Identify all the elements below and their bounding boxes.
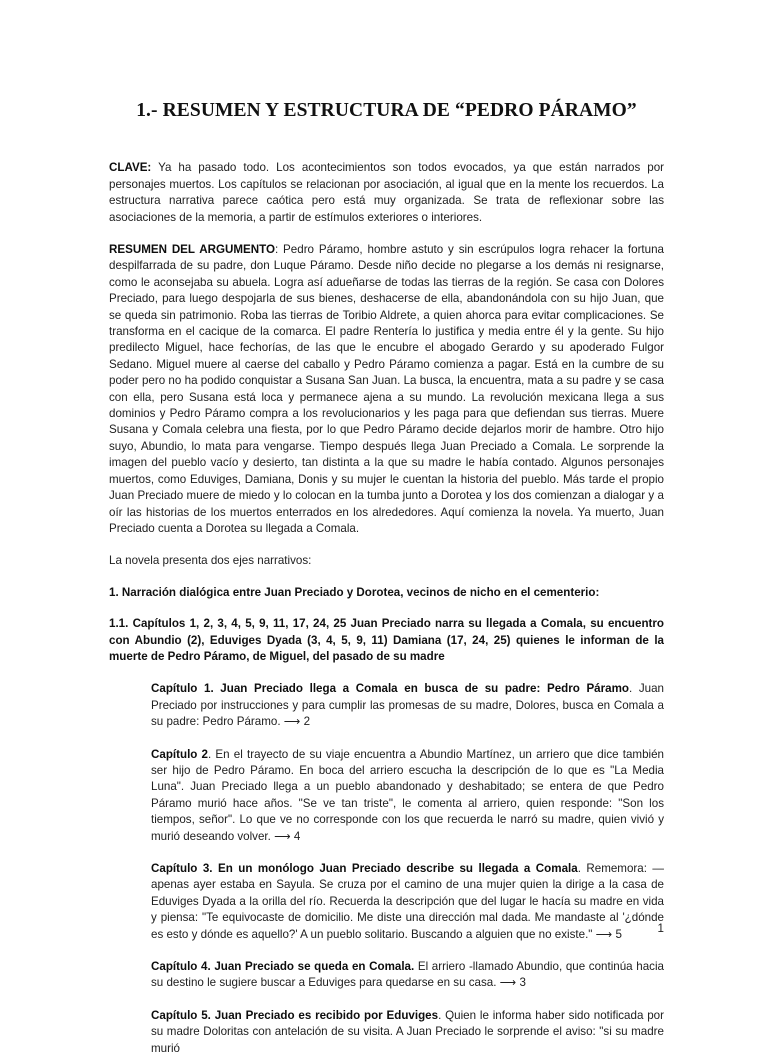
heading-eje-1: 1. Narración dialógica entre Juan Preciado y Dorotea, vecinos de nicho en el cementerio:: [109, 585, 600, 599]
spacer: [109, 537, 664, 553]
spacer: [109, 601, 664, 616]
page-title: 1.- RESUMEN Y ESTRUCTURA DE “PEDRO PÁRAMO”: [136, 100, 637, 121]
spacer: [109, 226, 664, 242]
paragraph-clave: [109, 160, 664, 226]
spacer: [109, 570, 664, 585]
chapter-title: Capítulo 4. Juan Preciado se queda en Comala.: [151, 960, 415, 974]
document-content: [109, 0, 664, 1057]
list-item: [151, 1008, 664, 1057]
list-item: [151, 747, 664, 845]
intro-ejes-line: La novela presenta dos ejes narrativos:: [109, 554, 312, 568]
spacer: [109, 665, 664, 681]
chapter-title: Capítulo 2: [151, 747, 209, 761]
resumen-lead: RESUMEN DEL ARGUMENTO: [109, 243, 275, 257]
chapter-title: Capítulo 5. Juan Preciado es recibido por Eduviges: [151, 1008, 439, 1022]
chapter-title: Capítulo 3. En un monólogo Juan Preciado describe su llegada a Comala: [151, 862, 578, 876]
paragraph-resumen: [109, 242, 664, 537]
chapter-body: El arriero -llamado Abundio, que continúa hacia su destino le sugiere buscar a Eduviges para quedarse en su casa. ⟶ 3: [151, 960, 664, 990]
chapter-body: . En el trayecto de su viaje encuentra a Abundio Martínez, un arriero que dice también ser hijo de Pedro Páramo. En boca del arriero escucha la descripción de lo que es "La Media Luna". Juan Preciado llega a un pueblo abandonado y deshabitado; se entera de que Pedro Páramo murió hace años. "Se ve tan triste", le comenta al arriero, quien responde: "Son los tiempos, señor". Lo que ve no corresponde con los que recuerda le narró su madre, quien vivió y murió deseando volver. ⟶ 4: [151, 747, 665, 843]
clave-body: Ya ha pasado todo. Los acontecimientos son todos evocados, ya que están narrados por personajes muertos. Los capítulos se relacionan por asociación, al igual que en la mente los recuerdos. La estructura narrativa parece caótica pero está muy organizada. Se trata de reflexionar sobre las asociaciones de la memoria, a partir de estímulos exteriores o interiores.: [109, 161, 664, 224]
list-item: [151, 959, 664, 992]
chapter-body: . Quien le informa haber sido notificada por su madre Doloritas con antelación de su visita. A Juan Preciado le sorprende el aviso: "si su madre murió: [151, 1008, 664, 1055]
chapter-body: . Rememora: —apenas ayer estaba en Sayula. Se cruza por el camino de una mujer quien la dirige a la casa de Eduviges Dyada a la orilla del río. Recuerda la descripción que del lugar le hacía su madre en vida y piensa: "Te equivocaste de domicilio. Me diste una dirección mal dada. Me mandaste al '¿dónde es esto y dónde es aquello?' A un pueblo solitario. Buscando a alguien que no existe." ⟶ 5: [151, 862, 664, 941]
chapter-title: Capítulo 1. Juan Preciado llega a Comala en busca de su padre: Pedro Páramo: [151, 682, 629, 696]
resumen-body: : Pedro Páramo, hombre astuto y sin escrúpulos logra rehacer la fortuna despilfarrada de su padre, don Luque Páramo. Desde niño decide no plegarse a los demás ni resignarse, como le aconsejaba su abuela. Logra así adueñarse de todas las tierras de la región. Se casa con Dolores Preciado, para luego despojarla de sus bienes, deshacerse de ella, abandonándola con su hijo Juan, que se queda sin patrimonio. Roba las tierras de Toribio Aldrete, a quien ahorca para evitar complicaciones. Se transforma en el cacique de la comarca. El padre Rentería lo justifica y media entre él y la gente. Su hijo predilecto Miguel, hace fechorías, de las que le encubre el abogado Gerardo y su apoderado Fulgor Sedano. Miguel muere al caerse del caballo y Pedro Páramo comienza a pagar. Está en la cumbre de su poder pero no ha podido conquistar a Susana San Juan. La busca, la encuentra, mata a su padre y se casa con ella, pero Susana está loca y permanece ajena a su mundo. La revolución mexicana llega a sus dominios y Pedro Páramo compra a los revolucionarios y les paga para que defiendan sus tierras. Muere Susana y Comala celebra una fiesta, por lo que Pedro Páramo decide dejarlos morir de hambre. Otro hijo suyo, Abundio, lo mata para vengarse. Tiempo después llega Juan Preciado a Comala. Le sorprende la imagen del pueblo vacío y desierto, tan distinta a la que su madre le había contado. Algunos personajes muertos, como Eduviges, Damiana, Donis y su mujer le cuentan la historia del pueblo. Más tarde el propio Juan Preciado muere de miedo y lo colocan en la tumba junto a Dorotea y los dos comienzan a dialogar y a oír las historias de los muertos enterrados en los alrededores. Aquí comienza la novela. Ya muerto, Juan Preciado cuenta a Dorotea su llegada a Comala.: [109, 243, 664, 535]
clave-lead: CLAVE:: [109, 161, 152, 175]
chapter-body: . Juan Preciado por instrucciones y para cumplir las promesas de su madre, Dolores, busca en Comala a su padre: Pedro Páramo. ⟶ 2: [151, 682, 664, 729]
heading-eje-1-1: 1.1. Capítulos 1, 2, 3, 4, 5, 9, 11, 17, 24, 25 Juan Preciado narra su llegada a Comala, su encuentro con Abundio (2), Eduviges Dyada (3, 4, 5, 9, 11) Damiana (17, 24, 25) quienes le informan de la muerte de Pedro Páramo, de Miguel, del pasado de su madre: [109, 617, 664, 663]
chapter-summaries-list: [151, 681, 664, 1057]
spacer: [109, 122, 664, 160]
page-number: 1: [657, 922, 664, 935]
list-item: [151, 681, 664, 730]
